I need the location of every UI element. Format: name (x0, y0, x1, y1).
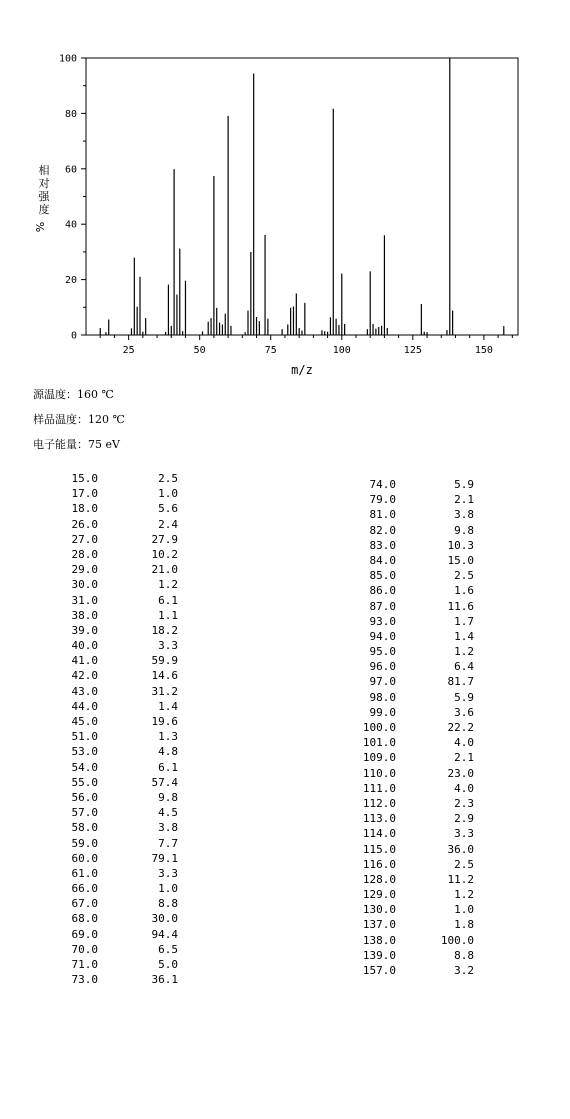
peak-abundance: 11.6 (447, 599, 474, 613)
peak-mz: 17.0 (71, 487, 98, 501)
peak-mz: 111.0 (362, 781, 396, 795)
peak-mz: 87.0 (369, 599, 396, 613)
peak-row (60, 501, 180, 516)
peak-abundance: 1.4 (158, 699, 178, 713)
peak-row (350, 963, 480, 978)
peak-row (350, 917, 480, 932)
peak-mz: 74.0 (369, 478, 396, 491)
y-axis-unit: % (34, 221, 47, 233)
peak-mz: 128.0 (362, 872, 396, 886)
peak-row (60, 972, 180, 987)
peak-row (350, 568, 480, 583)
peak-row (350, 902, 480, 917)
peak-mz: 82.0 (369, 523, 396, 537)
peak-abundance: 22.2 (447, 721, 474, 734)
peak-abundance: 10.2 (151, 547, 178, 561)
peak-abundance: 100.0 (440, 933, 474, 947)
peak-mz: 28.0 (71, 547, 98, 561)
peak-row (350, 690, 480, 705)
peak-row (60, 699, 180, 714)
peak-abundance: 5.9 (454, 690, 474, 704)
peak-mz: 100.0 (362, 721, 396, 734)
peak-row (60, 623, 180, 638)
peak-abundance: 31.2 (151, 684, 178, 698)
peak-row (60, 668, 180, 683)
x-tick-label: 25 (122, 345, 135, 356)
y-tick-label: 20 (64, 275, 77, 287)
peak-abundance: 10.3 (447, 538, 474, 552)
peak-mz: 81.0 (369, 508, 396, 522)
peaks (100, 58, 504, 335)
y-axis-label-text: 相对强度 (38, 164, 50, 216)
peak-mz: 86.0 (369, 584, 396, 598)
peak-mz: 73.0 (71, 973, 98, 987)
y-axis-label (34, 163, 51, 232)
peak-mz: 30.0 (71, 578, 98, 592)
peak-row (60, 851, 180, 866)
peak-row (350, 583, 480, 598)
peak-row (60, 866, 180, 881)
peak-mz: 97.0 (369, 675, 396, 689)
peak-mz: 44.0 (71, 699, 98, 713)
peak-mz: 129.0 (362, 888, 396, 902)
peak-mz: 70.0 (71, 942, 98, 956)
peak-row (350, 826, 480, 841)
peak-row (350, 766, 480, 781)
peak-mz: 71.0 (71, 958, 98, 971)
peak-row (350, 750, 480, 765)
peak-row (60, 927, 180, 942)
peak-row (350, 796, 480, 811)
peak-abundance: 2.3 (454, 796, 474, 810)
peak-row (350, 477, 480, 492)
peak-row (60, 805, 180, 820)
peak-mz: 130.0 (362, 903, 396, 917)
peak-row (60, 881, 180, 896)
peak-row (60, 684, 180, 699)
peak-abundance: 2.9 (454, 812, 474, 826)
peak-abundance: 4.0 (454, 781, 474, 795)
peak-abundance: 3.8 (158, 821, 178, 835)
peak-row (60, 744, 180, 759)
peak-abundance: 81.7 (447, 675, 474, 689)
peak-abundance: 15.0 (447, 553, 474, 567)
peak-mz: 57.0 (71, 806, 98, 820)
peak-row (350, 507, 480, 522)
peak-mz: 83.0 (369, 538, 396, 552)
peak-abundance: 1.0 (158, 487, 178, 501)
peak-mz: 69.0 (71, 927, 98, 941)
peak-abundance: 3.2 (454, 964, 474, 977)
peak-abundance: 79.1 (151, 851, 178, 865)
x-tick-label: 50 (193, 345, 206, 356)
peak-mz: 94.0 (369, 629, 396, 643)
peak-mz: 98.0 (369, 690, 396, 704)
peak-abundance: 1.6 (454, 584, 474, 598)
peak-abundance: 4.5 (158, 806, 178, 820)
peak-mz: 45.0 (71, 715, 98, 728)
peak-mz: 40.0 (71, 639, 98, 653)
peak-mz: 67.0 (71, 897, 98, 911)
peak-row (350, 857, 480, 872)
peak-abundance: 1.2 (454, 888, 474, 902)
x-axis-label: m/z (291, 363, 313, 377)
peak-row (350, 781, 480, 796)
y-tick-label: 80 (64, 108, 77, 120)
peak-mz: 112.0 (362, 796, 396, 810)
peak-row (60, 471, 180, 486)
peak-abundance: 1.4 (454, 629, 474, 643)
peak-abundance: 21.0 (151, 563, 178, 577)
source-temperature: 源温度：160 ℃ (33, 388, 114, 401)
peak-mz: 31.0 (71, 593, 98, 607)
peak-row (60, 517, 180, 532)
peak-mz: 138.0 (362, 933, 396, 947)
peak-abundance: 1.2 (158, 578, 178, 592)
peak-abundance: 9.8 (158, 790, 178, 804)
peak-row (60, 836, 180, 851)
peak-abundance: 2.5 (158, 472, 178, 485)
peak-row (350, 842, 480, 857)
peak-mz: 18.0 (71, 502, 98, 516)
peak-mz: 115.0 (362, 842, 396, 856)
tick-labels (59, 54, 493, 357)
peak-abundance: 7.7 (158, 836, 178, 850)
peak-abundance: 27.9 (151, 532, 178, 546)
peak-mz: 93.0 (369, 614, 396, 628)
peak-abundance: 1.2 (454, 645, 474, 659)
peak-row (350, 523, 480, 538)
peak-abundance: 8.8 (454, 948, 474, 962)
peak-mz: 66.0 (71, 882, 98, 896)
y-tick-label: 100 (58, 53, 77, 65)
peak-row (60, 532, 180, 547)
peak-row (350, 872, 480, 887)
plot-frame (86, 58, 518, 335)
peak-mz: 109.0 (362, 751, 396, 765)
acquisition-conditions (33, 387, 125, 462)
peak-abundance: 2.5 (454, 569, 474, 583)
peak-abundance: 18.2 (151, 623, 178, 637)
peak-abundance: 5.9 (454, 478, 474, 491)
peak-mz: 43.0 (71, 684, 98, 698)
peak-mz: 58.0 (71, 821, 98, 835)
peak-abundance: 6.5 (158, 942, 178, 956)
peak-row (60, 911, 180, 926)
peak-mz: 157.0 (362, 964, 396, 977)
peak-abundance: 6.4 (454, 660, 474, 674)
peak-mz: 99.0 (369, 705, 396, 719)
peak-mz: 137.0 (362, 918, 396, 932)
sample-temperature: 样品温度：120 ℃ (33, 413, 125, 426)
peak-mz: 51.0 (71, 730, 98, 744)
peak-row (350, 553, 480, 568)
peak-row (350, 538, 480, 553)
peak-row (60, 942, 180, 957)
peak-row (350, 811, 480, 826)
peak-row (350, 492, 480, 507)
peak-mz: 113.0 (362, 812, 396, 826)
peak-mz: 59.0 (71, 836, 98, 850)
peak-row (60, 729, 180, 744)
electron-energy: 电子能量：75 eV (33, 438, 120, 451)
x-tick-label: 100 (332, 345, 351, 356)
peak-row (60, 577, 180, 592)
peak-row (60, 760, 180, 775)
peak-row (60, 547, 180, 562)
peak-table-right (350, 477, 480, 978)
peak-abundance: 3.3 (454, 827, 474, 841)
peak-row (60, 775, 180, 790)
peak-mz: 101.0 (362, 736, 396, 750)
peak-mz: 38.0 (71, 608, 98, 622)
peak-mz: 27.0 (71, 532, 98, 546)
peak-row (350, 659, 480, 674)
peak-abundance: 2.5 (454, 857, 474, 871)
peak-row (60, 820, 180, 835)
peak-abundance: 1.0 (454, 903, 474, 917)
peak-row (350, 614, 480, 629)
peak-row (350, 933, 480, 948)
x-tick-label: 75 (264, 345, 277, 356)
peak-abundance: 11.2 (447, 872, 474, 886)
peak-abundance: 36.1 (151, 973, 178, 987)
peak-row (350, 948, 480, 963)
y-tick-label: 0 (70, 330, 77, 342)
peak-abundance: 5.6 (158, 502, 178, 516)
peak-abundance: 59.9 (151, 654, 178, 668)
peak-row (60, 714, 180, 729)
x-tick-label: 150 (474, 345, 493, 356)
peak-abundance: 3.3 (158, 866, 178, 880)
peak-mz: 85.0 (369, 569, 396, 583)
peak-mz: 96.0 (369, 660, 396, 674)
peak-row (60, 486, 180, 501)
peak-mz: 15.0 (71, 472, 98, 485)
peak-row (60, 638, 180, 653)
peak-row (350, 735, 480, 750)
peak-mz: 110.0 (362, 766, 396, 780)
peak-abundance: 4.0 (454, 736, 474, 750)
peak-row (350, 629, 480, 644)
peak-abundance: 1.7 (454, 614, 474, 628)
peak-mz: 116.0 (362, 857, 396, 871)
axes (81, 58, 518, 340)
peak-abundance: 1.1 (158, 608, 178, 622)
peak-row (350, 599, 480, 614)
peak-abundance: 8.8 (158, 897, 178, 911)
y-tick-label: 40 (64, 219, 77, 231)
peak-abundance: 4.8 (158, 745, 178, 759)
peak-row (350, 887, 480, 902)
peak-mz: 60.0 (71, 851, 98, 865)
peak-row (60, 593, 180, 608)
mass-spectrum-chart (0, 0, 570, 380)
peak-abundance: 36.0 (447, 842, 474, 856)
peak-abundance: 19.6 (151, 715, 178, 728)
peak-abundance: 3.3 (158, 639, 178, 653)
peak-row (60, 608, 180, 623)
peak-mz: 26.0 (71, 517, 98, 531)
peak-mz: 114.0 (362, 827, 396, 841)
peak-mz: 95.0 (369, 645, 396, 659)
peak-table-left (60, 471, 180, 987)
peak-row (60, 790, 180, 805)
peak-mz: 42.0 (71, 669, 98, 683)
peak-mz: 41.0 (71, 654, 98, 668)
peak-mz: 54.0 (71, 760, 98, 774)
peak-abundance: 94.4 (151, 927, 178, 941)
peak-abundance: 1.8 (454, 918, 474, 932)
peak-abundance: 14.6 (151, 669, 178, 683)
x-tick-label: 125 (403, 345, 422, 356)
peak-mz: 29.0 (71, 563, 98, 577)
peak-abundance: 2.1 (454, 493, 474, 507)
y-tick-label: 60 (64, 164, 77, 176)
peak-mz: 84.0 (369, 553, 396, 567)
peak-abundance: 6.1 (158, 593, 178, 607)
peak-mz: 56.0 (71, 790, 98, 804)
peak-row (350, 705, 480, 720)
peak-row (60, 896, 180, 911)
peak-abundance: 1.3 (158, 730, 178, 744)
peak-mz: 61.0 (71, 866, 98, 880)
peak-mz: 68.0 (71, 912, 98, 926)
peak-row (350, 644, 480, 659)
peak-abundance: 1.0 (158, 882, 178, 896)
peak-abundance: 3.6 (454, 705, 474, 719)
peak-abundance: 2.4 (158, 517, 178, 531)
peak-mz: 139.0 (362, 948, 396, 962)
peak-row (60, 562, 180, 577)
peak-mz: 79.0 (369, 493, 396, 507)
peak-row (60, 653, 180, 668)
peak-mz: 55.0 (71, 775, 98, 789)
peak-abundance: 23.0 (447, 766, 474, 780)
peak-abundance: 57.4 (151, 775, 178, 789)
peak-abundance: 3.8 (454, 508, 474, 522)
peak-abundance: 5.0 (158, 958, 178, 971)
peak-row (350, 674, 480, 689)
peak-mz: 53.0 (71, 745, 98, 759)
peak-abundance: 2.1 (454, 751, 474, 765)
peak-abundance: 9.8 (454, 523, 474, 537)
peak-abundance: 30.0 (151, 912, 178, 926)
peak-row (60, 957, 180, 972)
peak-mz: 39.0 (71, 623, 98, 637)
peak-row (350, 720, 480, 735)
peak-abundance: 6.1 (158, 760, 178, 774)
